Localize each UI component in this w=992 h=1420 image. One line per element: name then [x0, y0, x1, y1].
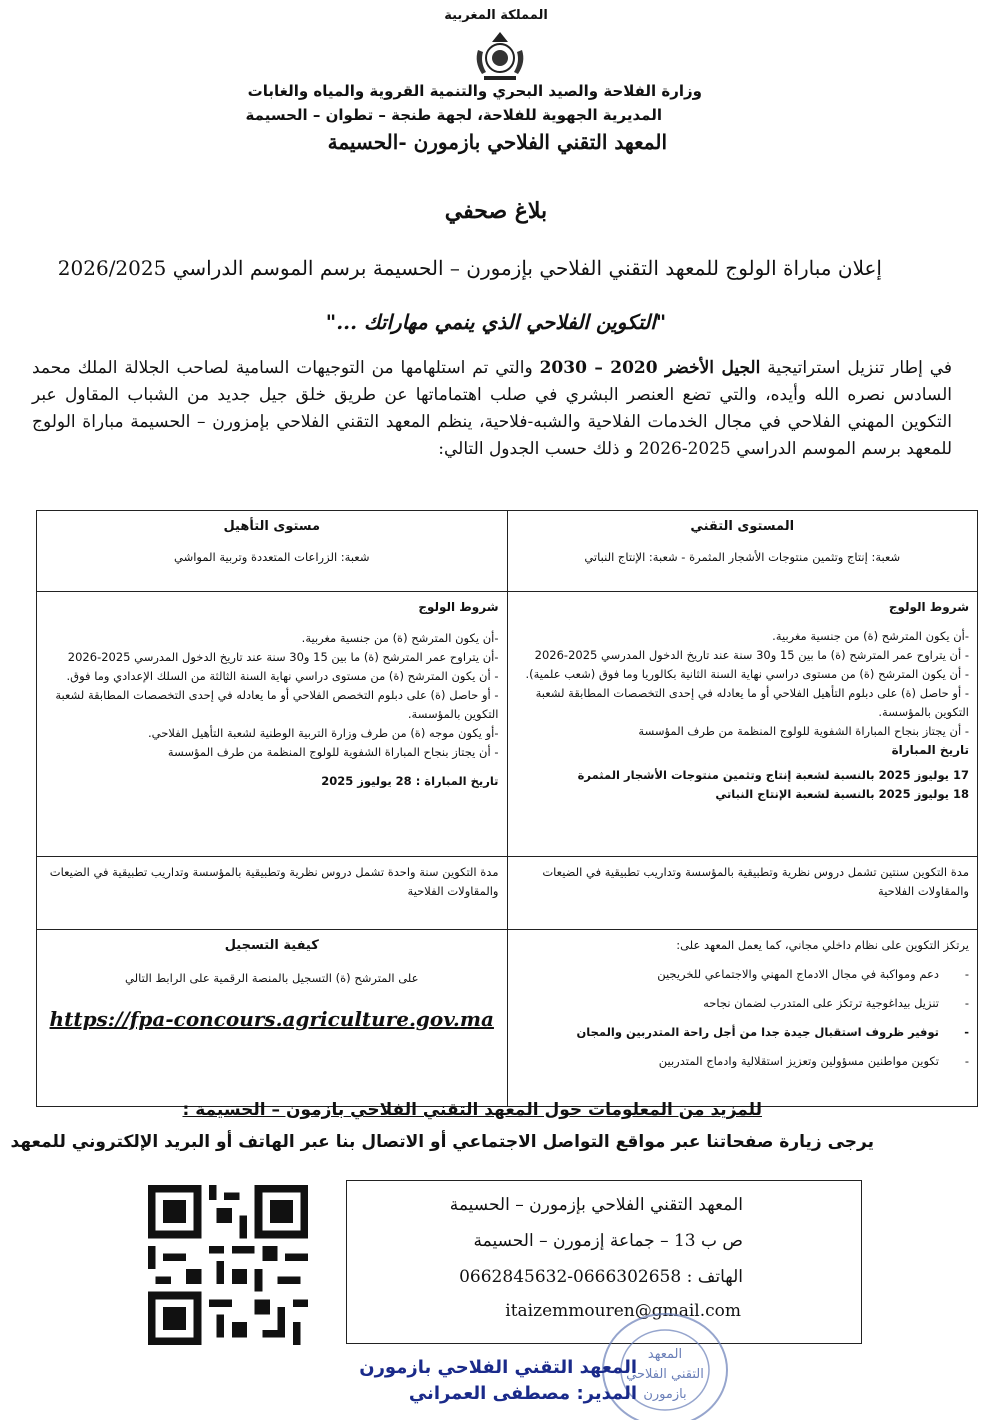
signature-line-1: المعهد التقني الفلاحي بازمورن [359, 1357, 637, 1378]
feature-item: - توفير ظروف استقبال جيدة جدا من أجل راحة المتدربين والمجان [516, 1023, 940, 1042]
qualification-conditions-list [45, 629, 499, 762]
condition-item: - أن يكون المترشح (ة) من مستوى دراسي نهاية السنة الثانية بكالوريا وما فوق (شعب علمية). [525, 667, 969, 681]
feature-item: - دعم ومواكبة في مجال الادماج المهني والاجتماعي للخريجين [516, 965, 940, 984]
intro-paragraph [32, 355, 952, 463]
intro-strategy-name: الجيل الأخضر 2020 – 2030 [539, 358, 761, 378]
qualification-heading-cell [37, 511, 508, 592]
condition-item: - أو حاصل (ة) على دبلوم التخصص الفلاحي أو ما يعادله في إحدى التخصصات المطابقة لشعبة التكوين بالمؤسسة. [55, 688, 499, 721]
registration-cell [37, 930, 508, 1107]
programs-table [36, 510, 978, 1107]
condition-item: - أن يكون المترشح (ة) من مستوى دراسي نهاية السنة الثالثة من السلك الإعدادي وما فوق. [66, 669, 499, 683]
institute-label: المعهد التقني الفلاحي بازمورن -الحسيمة [327, 130, 667, 154]
kingdom-label: المملكة المغربية [444, 8, 548, 23]
technician-heading: المستوى التقني [690, 519, 795, 534]
condition-item: -أن يكون المترشح (ة) من جنسية مغربية. [301, 631, 499, 645]
technician-features-cell [507, 930, 978, 1107]
stamp-line-3: بازمورن [643, 1387, 687, 1402]
feature-item: - تنزيل بيداغوجية ترتكز على المتدرب لضمان نجاحه [516, 994, 940, 1013]
director-signature [359, 1355, 637, 1407]
technician-conditions-list [516, 627, 970, 741]
condition-item: - أن يجتاز بنجاح المباراة الشفوية للولوج المنظمة من طرف المؤسسة [638, 724, 969, 738]
registration-text: على المترشح (ة) التسجيل بالمنصة الرقمية على الرابط التالي [125, 971, 419, 985]
contact-address: ص ب 13 – جماعة إزمورن – الحسيمة [473, 1231, 743, 1251]
intro-text-2: والتي تم استلهامها من التوجيهات السامية لصاحب الجلالة الملك محمد السادس نصره الله وأيده، والتي تضع العنصر البشري في صلب اهتماماتها عن طريق خلق جيل جديد من الشباب المقاول عبر التكوين المهني الفلاحي في مجال الخدمات الفلاحية والشبه-فلاحية، ينظم المعهد التقني الفلاحي بإمزورن – الحسيمة مباراة الولوج للمعهد برسم الموسم الدراسي 2025-2026 و ذلك حسب الجدول التالي: [32, 358, 952, 459]
contact-phone: الهاتف : 0666302658-0662845632 [459, 1267, 743, 1287]
condition-item: -أن يكون المترشح (ة) من جنسية مغربية. [772, 629, 969, 643]
technician-conditions-cell [507, 592, 978, 857]
qualification-date: تاريخ المباراة : 28 يوليوز 2025 [321, 774, 499, 788]
features-intro: يرتكز التكوين على نظام داخلي مجاني، كما يعمل المعهد على: [676, 938, 969, 952]
technician-duration-cell [507, 857, 978, 930]
condition-item: - أن يجتاز بنجاح المباراة الشفوية للولوج المنظمة من طرف المؤسسة [167, 745, 499, 759]
technician-heading-cell [507, 511, 978, 592]
technician-duration: مدة التكوين سنتين تشمل دروس نظرية وتطبيقية بالمؤسسة وتداريب تطبيقية في الضيعات والمقاولات الفلاحية [542, 865, 969, 898]
qualification-duration: مدة التكوين سنة واحدة تشمل دروس نظرية وتطبيقية بالمؤسسة وتداريب تطبيقية في الضيعات والمقاولات الفلاحية [49, 865, 499, 898]
announcement-heading: إعلان مباراة الولوج للمعهد التقني الفلاحي بإزمورن – الحسيمة برسم الموسم الدراسي 2026/2025 [57, 256, 882, 280]
stamp-line-2: التقني الفلاحي [626, 1367, 704, 1382]
registration-title: كيفية التسجيل [224, 938, 319, 953]
qr-code-icon[interactable] [148, 1185, 308, 1345]
page-title: بلاغ صحفي [444, 198, 548, 224]
technician-conditions-title: شروط الولوج [888, 600, 969, 614]
technician-date-1: 17 يوليوز 2025 بالنسبة لشعبة إنتاج وتثمين منتوجات الأشجار المثمرة [577, 768, 969, 782]
intro-text-1: في إطار تنزيل استراتيجية [767, 358, 952, 378]
qualification-duration-cell [37, 857, 508, 930]
technician-date-title: تاريخ المباراة [891, 743, 969, 757]
registration-link[interactable]: https://fpa-concours.agriculture.gov.ma [49, 1007, 494, 1031]
feature-item: - تكوين مواطنين مسؤولين وتعزيز استقلالية وادماج المتدربين [516, 1052, 940, 1071]
ministry-label: وزارة الفلاحة والصيد البحري والتنمية القروية والمياه والغابات [247, 82, 702, 100]
features-list [516, 965, 970, 1071]
visit-text: يرجى زيارة صفحاتنا عبر مواقع التواصل الاجتماعي أو الاتصال بنا عبر الهاتف أو البريد الإلكتروني للمعهد [10, 1132, 874, 1152]
qualification-heading: مستوى التأهيل [223, 519, 321, 534]
condition-item: - أن يتراوح عمر المترشح (ة) ما بين 15 و30 سنة عند تاريخ الدخول المدرسي 2025-2026 [534, 648, 969, 662]
qualification-conditions-title: شروط الولوج [418, 600, 499, 614]
directorate-label: المديرية الجهوية للفلاحة، لجهة طنجة – تطوان – الحسيمة [245, 106, 662, 124]
qualification-conditions-cell [37, 592, 508, 857]
technician-date-2: 18 يوليوز 2025 بالنسبة لشعبة الإنتاج النباتي [715, 787, 969, 801]
condition-item: -أن يتراوح عمر المترشح (ة) ما بين 15 و30 سنة عند تاريخ الدخول المدرسي 2025-2026 [67, 650, 499, 664]
technician-branch: شعبة: إنتاج وتثمين منتوجات الأشجار المثمرة - شعبة: الإنتاج النباتي [584, 550, 901, 564]
condition-item: - أو حاصل (ة) على دبلوم التأهيل الفلاحي أو ما يعادله في إحدى التخصصات المطابقة لشعبة التكوين بالمؤسسة. [535, 686, 969, 719]
contact-email[interactable]: itaizemmouren@gmail.com [505, 1301, 741, 1321]
signature-line-2: المدير: مصطفى العمراني [408, 1383, 637, 1404]
qualification-branch: شعبة: الزراعات المتعددة وتربية المواشي [174, 550, 370, 564]
stamp-line-1: المعهد [647, 1347, 683, 1362]
condition-item: -أو يكون موجه (ة) من طرف وزارة التربية الوطنية لشعبة التأهيل الفلاحي. [148, 726, 499, 740]
contact-name: المعهد التقني الفلاحي بإزمورن – الحسيمة [449, 1195, 743, 1215]
more-info-heading: للمزيد من المعلومات حول المعهد التقني الفلاحي بازمون – الحسيمة : [182, 1100, 762, 1120]
slogan: "التكوين الفلاحي الذي ينمي مهاراتك ..." [325, 310, 667, 334]
royal-emblem-icon [470, 28, 530, 84]
